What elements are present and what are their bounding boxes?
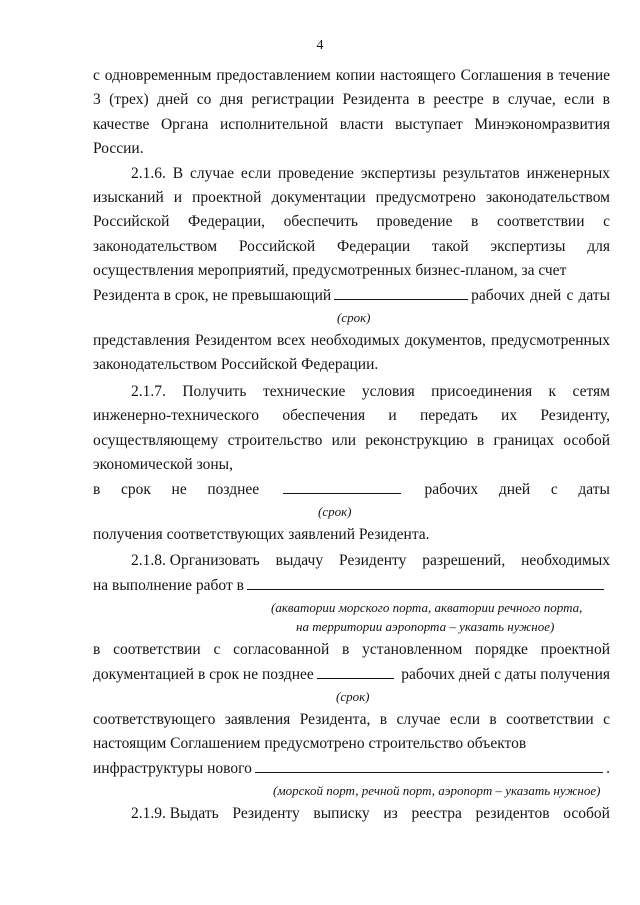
blank-field-term — [283, 479, 401, 494]
paragraph-2-1-6-deadline-line — [93, 284, 610, 308]
blank-field-location — [247, 575, 604, 590]
paragraph-2-1-7: 2.1.7. Получить технические условия присоединения к сетям инженерно-технического обеспечения и передать их Резиденту, осуществляющему строительство или реконструкцию в границах особой экономической зоны, — [93, 382, 610, 474]
word: Резиденту — [232, 805, 300, 823]
word: срок — [120, 480, 151, 498]
paragraph-2-1-8-deadline-line — [93, 663, 610, 687]
footnote-term: (срок) — [336, 688, 370, 704]
paragraph-continuation: с одновременным предоставлением копии настоящего Соглашения в течение 3 (трех) дней со дня регистрации Резидента в реестре в случае, если в качестве Органа исполнительной власти выступает Минэкономразвития России. — [93, 67, 610, 158]
paragraph-2-1-6-tail: представления Резидентом всех необходимых документов, предусмотренных законодательством Российской Федерации. — [93, 332, 610, 374]
word: особой — [563, 805, 610, 823]
word: дней — [498, 480, 531, 498]
word: 2.1.8. Организовать — [131, 552, 260, 570]
footnote-term: (срок) — [337, 310, 371, 326]
paragraph-2-1-8-infrastructure-line — [93, 757, 610, 781]
paragraph-2-1-8-first-line — [93, 549, 610, 573]
text-fragment: Резидента в срок, не превышающий — [93, 286, 332, 304]
word: необходимых — [521, 552, 610, 570]
paragraph-2-1-9-first-line — [93, 802, 610, 826]
text-fragment: документацией в срок не позднее — [93, 665, 314, 683]
word: резидентов — [475, 805, 550, 823]
text-fragment: инфраструктуры нового — [93, 759, 252, 777]
word: выдачу — [275, 552, 324, 570]
page-number: 4 — [316, 38, 324, 53]
word: 2.1.9. Выдать — [131, 805, 219, 823]
text-fragment: на выполнение работ в — [93, 576, 244, 594]
text-fragment: рабочих дней с даты — [471, 286, 610, 304]
paragraph-2-1-8-location-line — [93, 574, 610, 598]
word: выписку — [313, 805, 370, 823]
word: из — [383, 805, 398, 823]
paragraph-2-1-8-body: в соответствии с согласованной в установленном порядке проектной — [93, 641, 610, 659]
word: не — [171, 480, 187, 498]
word: позднее — [207, 480, 260, 498]
text-fragment: . — [606, 759, 610, 777]
word: в — [93, 480, 101, 498]
word: разрешений, — [422, 552, 506, 570]
blank-field-term — [317, 664, 394, 679]
text-fragment: рабочих дней с даты получения — [401, 665, 610, 683]
word: с — [550, 480, 558, 498]
blank-field-infrastructure — [255, 758, 603, 773]
document-body — [93, 64, 610, 827]
footnote-location: на территории аэропорта – указать нужное) — [296, 619, 555, 635]
word: рабочих — [424, 480, 479, 498]
blank-field-term — [334, 285, 468, 300]
paragraph-2-1-7-deadline-line — [93, 478, 610, 502]
paragraph-2-1-6: 2.1.6. В случае если проведение экспертизы результатов инженерных изысканий и проектной документации предусмотрено законодательством Российской Федерации, обеспечить проведение в соответствии с законодательством Российской Федерации такой экспертизы для осуществления мероприятий, предусмотренных бизнес-планом, за счет — [93, 164, 610, 280]
footnote-infrastructure: (морской порт, речной порт, аэропорт – указать нужное) — [273, 783, 601, 799]
paragraph-2-1-8-condition: соответствующего заявления Резидента, в случае если в соответствии с настоящим Соглашением предусмотрено строительство объектов — [93, 710, 610, 753]
word: даты — [578, 480, 610, 498]
word: реестра — [411, 805, 462, 823]
footnote-location: (акватории морского порта, акватории речного порта, — [271, 600, 583, 616]
paragraph-2-1-7-tail: получения соответствующих заявлений Резидента. — [93, 525, 430, 543]
footnote-term: (срок) — [318, 503, 352, 519]
word: Резиденту — [339, 552, 407, 570]
